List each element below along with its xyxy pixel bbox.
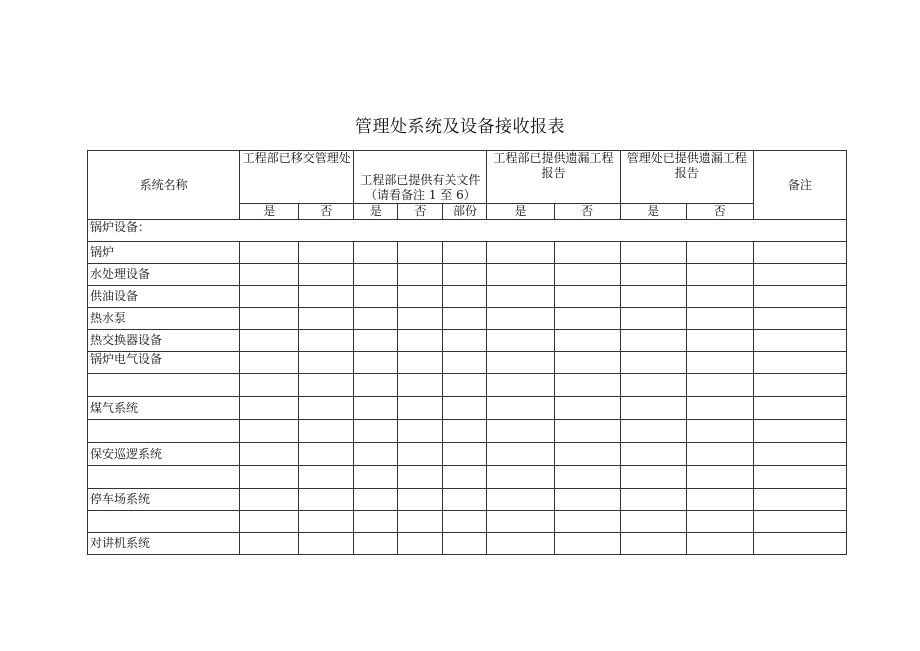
table-row bbox=[88, 374, 847, 397]
row-label: 热交换器设备 bbox=[88, 330, 240, 352]
table-row bbox=[88, 420, 847, 443]
row-label: 保安巡逻系统 bbox=[88, 443, 240, 466]
table-row bbox=[88, 264, 847, 286]
header-management-omission-report: 管理处已提供遗漏工程报告 bbox=[620, 151, 753, 204]
subheader-no: 否 bbox=[554, 204, 620, 220]
table-row bbox=[88, 330, 847, 352]
subheader-partial: 部份 bbox=[443, 204, 487, 220]
header-row bbox=[88, 151, 847, 204]
table-row bbox=[88, 489, 847, 511]
table-row bbox=[88, 533, 847, 555]
subheader-yes: 是 bbox=[487, 204, 554, 220]
row-label: 对讲机系统 bbox=[88, 533, 240, 555]
header-documents: 工程部已提供有关文件（请看备注 1 至 6） bbox=[354, 151, 487, 204]
row-label bbox=[88, 420, 240, 443]
subheader-yes: 是 bbox=[240, 204, 299, 220]
table-row bbox=[88, 286, 847, 308]
row-label: 煤气系统 bbox=[88, 397, 240, 420]
header-remarks: 备注 bbox=[753, 151, 846, 220]
subheader-no: 否 bbox=[686, 204, 753, 220]
receipt-table bbox=[87, 150, 847, 555]
subheader-yes: 是 bbox=[620, 204, 686, 220]
table-row bbox=[88, 443, 847, 466]
row-label: 供油设备 bbox=[88, 286, 240, 308]
table-row bbox=[88, 397, 847, 420]
table-row bbox=[88, 308, 847, 330]
row-label bbox=[88, 511, 240, 533]
subheader-yes: 是 bbox=[354, 204, 398, 220]
header-engineering-omission-report: 工程部已提供遗漏工程报告 bbox=[487, 151, 620, 204]
row-label: 水处理设备 bbox=[88, 264, 240, 286]
subheader-no: 否 bbox=[398, 204, 443, 220]
row-label bbox=[88, 466, 240, 489]
row-label-section: 锅炉设备： bbox=[88, 220, 847, 242]
table-row bbox=[88, 466, 847, 489]
subheader-no: 否 bbox=[299, 204, 354, 220]
row-label: 锅炉电气设备 bbox=[88, 352, 240, 374]
table-row bbox=[88, 352, 847, 374]
header-system-name: 系统名称 bbox=[88, 151, 240, 220]
row-label: 锅炉 bbox=[88, 242, 240, 264]
table-row bbox=[88, 511, 847, 533]
header-transfer: 工程部已移交管理处 bbox=[240, 151, 354, 204]
row-label: 停车场系统 bbox=[88, 489, 240, 511]
row-label bbox=[88, 374, 240, 397]
page-title: 管理处系统及设备接收报表 bbox=[355, 117, 565, 137]
row-label: 热水泵 bbox=[88, 308, 240, 330]
table-row bbox=[88, 220, 847, 242]
table-row bbox=[88, 242, 847, 264]
